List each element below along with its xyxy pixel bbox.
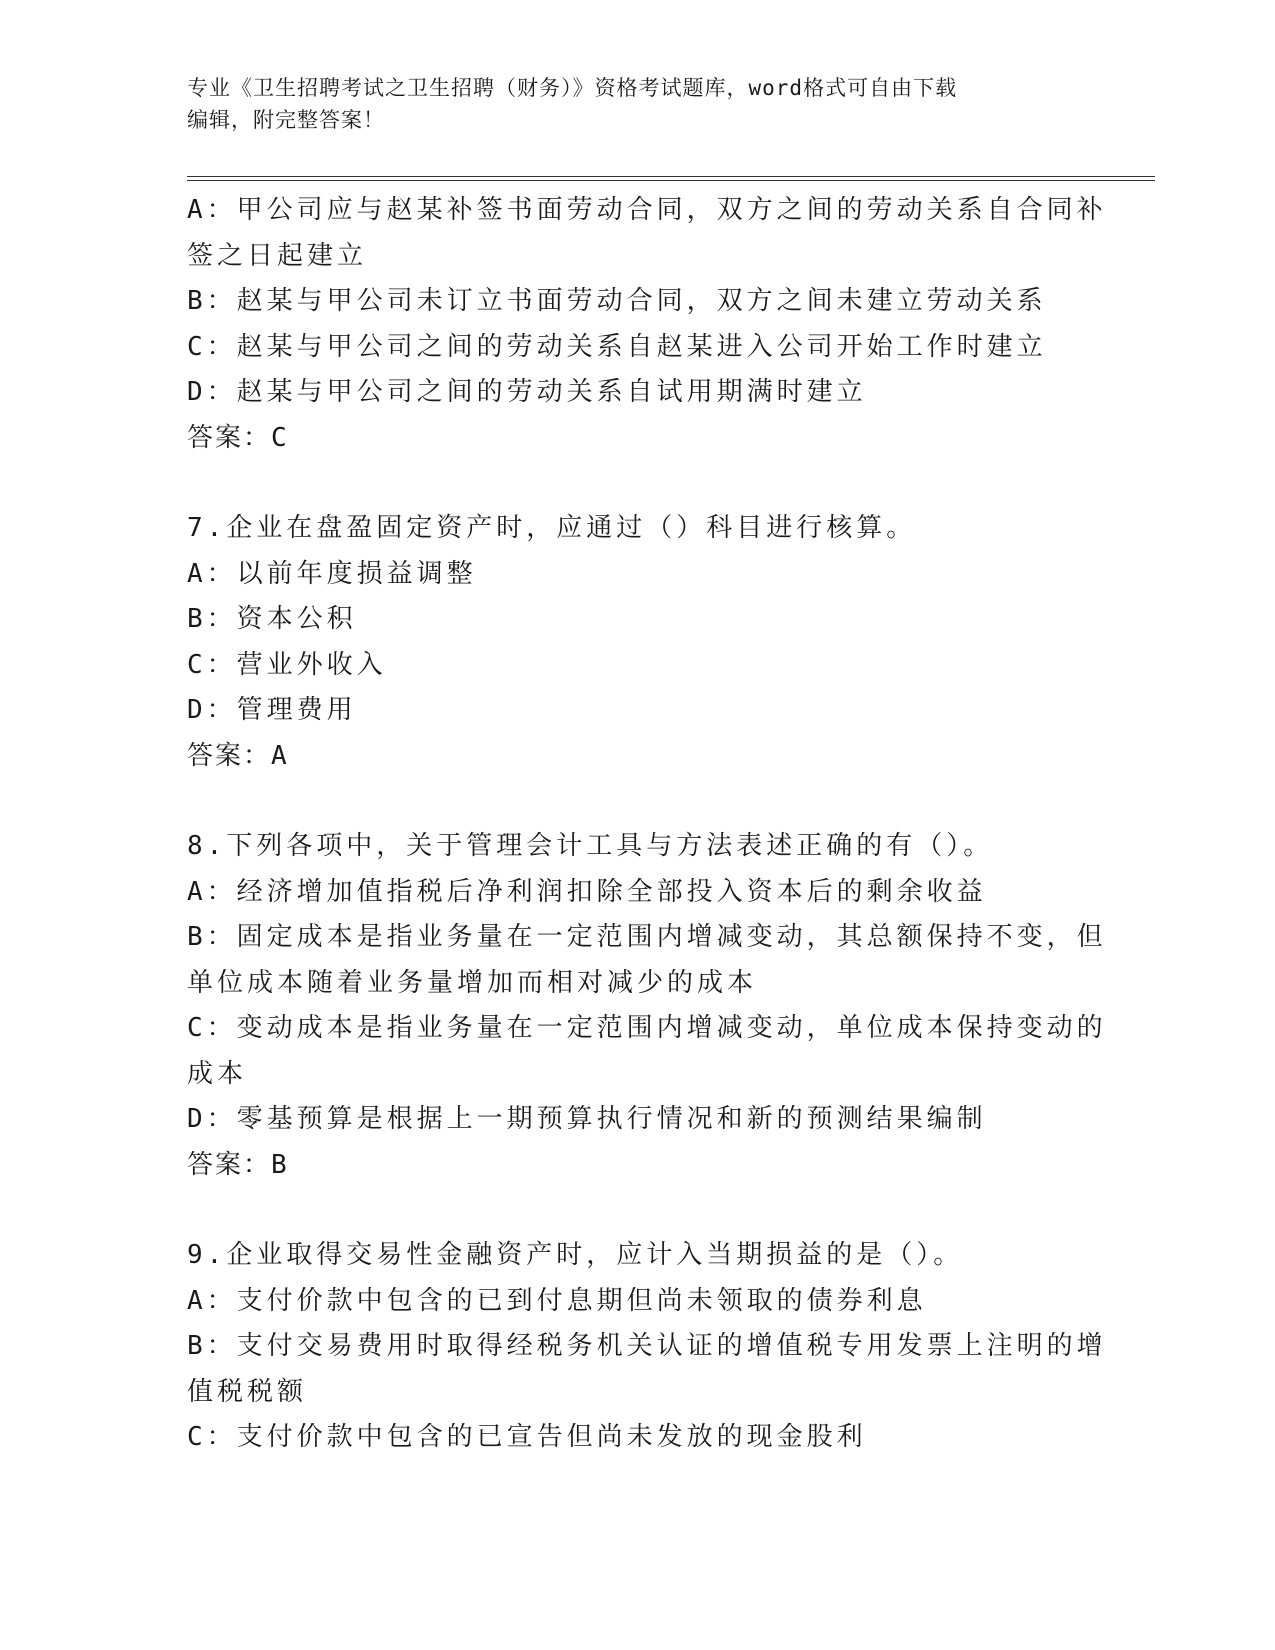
header-line-2: 编辑，附完整答案！ — [187, 108, 385, 132]
spacer — [187, 779, 1087, 824]
option-b-line-2: 单位成本随着业务量增加而相对减少的成本 — [187, 967, 758, 998]
question-text: 9.企业取得交易性金融资产时，应计入当期损益的是（）。 — [187, 1240, 964, 1270]
option-a: A：经济增加值指税后净利润扣除全部投入资本后的剩余收益 — [187, 876, 987, 907]
option-d: D：零基预算是根据上一期预算执行情况和新的预测结果编制 — [187, 1104, 987, 1134]
header-line-1: 专业《卫生招聘考试之卫生招聘（财务）》资格考试题库，word格式可自由下载 — [187, 76, 958, 100]
question-9 — [187, 1233, 1107, 1461]
question-8 — [187, 824, 1107, 1188]
option-c: C：支付价款中包含的已宣告但尚未发放的现金股利 — [187, 1422, 867, 1452]
option-d: D：赵某与甲公司之间的劳动关系自试用期满时建立 — [187, 377, 867, 407]
option-b: B：赵某与甲公司未订立书面劳动合同，双方之间未建立劳动关系 — [187, 286, 1047, 316]
answer: 答案：C — [187, 422, 289, 453]
option-d: D：管理费用 — [187, 695, 357, 725]
option-a: A：以前年度损益调整 — [187, 558, 477, 589]
option-a: A：支付价款中包含的已到付息期但尚未领取的债券利息 — [187, 1285, 927, 1316]
option-b-line-1: B：固定成本是指业务量在一定范围内增减变动，其总额保持不变，但 — [187, 922, 1107, 952]
option-c: C：赵某与甲公司之间的劳动关系自赵某进入公司开始工作时建立 — [187, 331, 1047, 362]
spacer — [187, 1188, 1087, 1233]
option-b-line-1: B：支付交易费用时取得经税务机关认证的增值税专用发票上注明的增 — [187, 1331, 1107, 1361]
question-7 — [187, 506, 1087, 779]
document-body — [187, 188, 1107, 1461]
header-divider — [187, 176, 1155, 181]
question-text: 8.下列各项中，关于管理会计工具与方法表述正确的有（）。 — [187, 831, 994, 861]
option-c-line-1: C：变动成本是指业务量在一定范围内增减变动，单位成本保持变动的 — [187, 1013, 1107, 1043]
option-c: C：营业外收入 — [187, 649, 387, 680]
question-text: 7.企业在盘盈固定资产时，应通过（）科目进行核算。 — [187, 513, 917, 543]
option-a-line-2: 签之日起建立 — [187, 240, 368, 271]
document-header — [187, 72, 1067, 136]
option-b-line-2: 值税税额 — [187, 1376, 308, 1407]
question-6-options — [187, 188, 1107, 461]
answer: 答案：A — [187, 740, 289, 771]
option-a-line-1: A：甲公司应与赵某补签书面劳动合同，双方之间的劳动关系自合同补 — [187, 195, 1107, 225]
option-c-line-2: 成本 — [187, 1058, 248, 1089]
option-b: B：资本公积 — [187, 604, 357, 634]
spacer — [187, 461, 1087, 506]
answer: 答案：B — [187, 1149, 289, 1180]
